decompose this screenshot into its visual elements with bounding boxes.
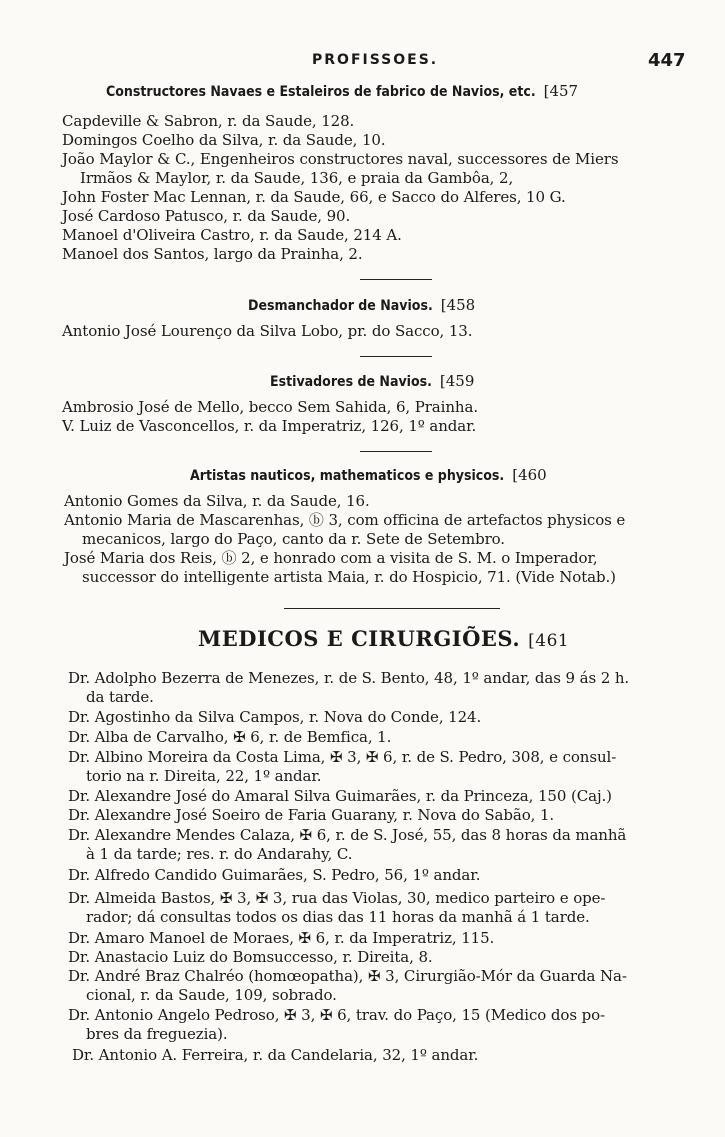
entry-line: João Maylor & C., Engenheiros constructores naval, successores de Miers <box>62 150 619 168</box>
section-heading-460 <box>190 466 547 484</box>
entry-line: Dr. Antonio A. Ferreira, r. da Candelaria, 32, 1º andar. <box>72 1046 479 1064</box>
section-divider <box>360 279 432 280</box>
section-number: [459 <box>439 372 475 390</box>
entry-line: John Foster Mac Lennan, r. da Saude, 66, e Sacco do Alferes, 10 G. <box>62 188 566 206</box>
section-heading-457 <box>106 82 578 100</box>
entry-line: Manoel dos Santos, largo da Prainha, 2. <box>62 245 363 263</box>
entry-line: Antonio José Lourenço da Silva Lobo, pr. do Sacco, 13. <box>62 322 473 340</box>
entry-line: mecanicos, largo do Paço, canto da r. Sete de Setembro. <box>82 530 505 548</box>
section-number: [461 <box>528 631 570 651</box>
entry-line: Dr. Alexandre José Soeiro de Faria Guarany, r. Nova do Sabão, 1. <box>68 806 555 824</box>
page-number: 447 <box>648 50 686 71</box>
entry-line: Dr. Alba de Carvalho, ✠ 6, r. de Bemfica, 1. <box>68 728 392 746</box>
section-divider <box>360 451 432 452</box>
entry-line: Ambrosio José de Mello, becco Sem Sahida, 6, Prainha. <box>62 398 478 416</box>
entry-line: da tarde. <box>86 688 154 706</box>
entry-line: Dr. Albino Moreira da Costa Lima, ✠ 3, ✠ 6, r. de S. Pedro, 308, e consul- <box>68 748 617 766</box>
entry-line: Dr. Adolpho Bezerra de Menezes, r. de S. Bento, 48, 1º andar, das 9 ás 2 h. <box>68 669 630 687</box>
entry-line: bres da freguezia). <box>86 1025 228 1043</box>
section-heading-459 <box>270 372 474 390</box>
section-title: Artistas nauticos, mathematicos e physicos. <box>190 468 505 484</box>
section-number: [457 <box>543 82 579 100</box>
entry-line: à 1 da tarde; res. r. do Andarahy, C. <box>86 845 353 863</box>
entry-line: torio na r. Direita, 22, 1º andar. <box>86 767 322 785</box>
section-heading-458 <box>248 296 475 314</box>
entry-line: Dr. Anastacio Luiz do Bomsuccesso, r. Direita, 8. <box>68 948 433 966</box>
section-heading-461 <box>198 626 569 651</box>
entry-line: Irmãos & Maylor, r. da Saude, 136, e praia da Gambôa, 2, <box>80 169 514 187</box>
entry-line: Domingos Coelho da Silva, r. da Saude, 10. <box>62 131 386 149</box>
entry-line: Dr. Alexandre Mendes Calaza, ✠ 6, r. de S. José, 55, das 8 horas da manhã <box>68 826 627 844</box>
section-title: Desmanchador de Navios. <box>248 298 433 314</box>
entry-line: rador; dá consultas todos os dias das 11 horas da manhã á 1 tarde. <box>86 908 590 926</box>
section-number: [458 <box>440 296 476 314</box>
section-number: [460 <box>512 466 547 484</box>
entry-line: Dr. Alexandre José do Amaral Silva Guimarães, r. da Princeza, 150 (Caj.) <box>68 787 612 805</box>
entry-line: Antonio Gomes da Silva, r. da Saude, 16. <box>64 492 370 510</box>
section-title: Constructores Navaes e Estaleiros de fabrico de Navios, etc. <box>106 84 536 100</box>
entry-line: V. Luiz de Vasconcellos, r. da Imperatriz, 126, 1º andar. <box>62 417 477 435</box>
entry-line: successor do intelligente artista Maia, r. do Hospicio, 71. (Vide Notab.) <box>82 568 616 586</box>
entry-line: cional, r. da Saude, 109, sobrado. <box>86 986 337 1004</box>
running-head <box>0 52 725 72</box>
running-head-title: PROFISSOES. <box>312 52 439 68</box>
section-title: MEDICOS E CIRURGIÕES. <box>198 626 521 651</box>
entry-line: Manoel d'Oliveira Castro, r. da Saude, 214 A. <box>62 226 402 244</box>
entry-line: Dr. Almeida Bastos, ✠ 3, ✠ 3, rua das Violas, 30, medico parteiro e ope- <box>68 889 606 907</box>
entry-line: Antonio Maria de Mascarenhas, ⓑ 3, com officina de artefactos physicos e <box>64 511 626 529</box>
entry-line: José Cardoso Patusco, r. da Saude, 90. <box>62 207 351 225</box>
entry-line: Dr. Agostinho da Silva Campos, r. Nova do Conde, 124. <box>68 708 482 726</box>
entry-line: Dr. Antonio Angelo Pedroso, ✠ 3, ✠ 6, trav. do Paço, 15 (Medico dos po- <box>68 1006 606 1024</box>
entry-line: Capdeville & Sabron, r. da Saude, 128. <box>62 112 355 130</box>
entry-line: José Maria dos Reis, ⓑ 2, e honrado com a visita de S. M. o Imperador, <box>64 549 598 567</box>
entry-line: Dr. André Braz Chalréo (homœopatha), ✠ 3, Cirurgião-Mór da Guarda Na- <box>68 967 627 985</box>
section-divider-long <box>284 608 500 609</box>
section-divider <box>360 356 432 357</box>
entry-line: Dr. Alfredo Candido Guimarães, S. Pedro, 56, 1º andar. <box>68 866 481 884</box>
entry-line: Dr. Amaro Manoel de Moraes, ✠ 6, r. da Imperatriz, 115. <box>68 929 495 947</box>
section-title: Estivadores de Navios. <box>270 374 432 390</box>
